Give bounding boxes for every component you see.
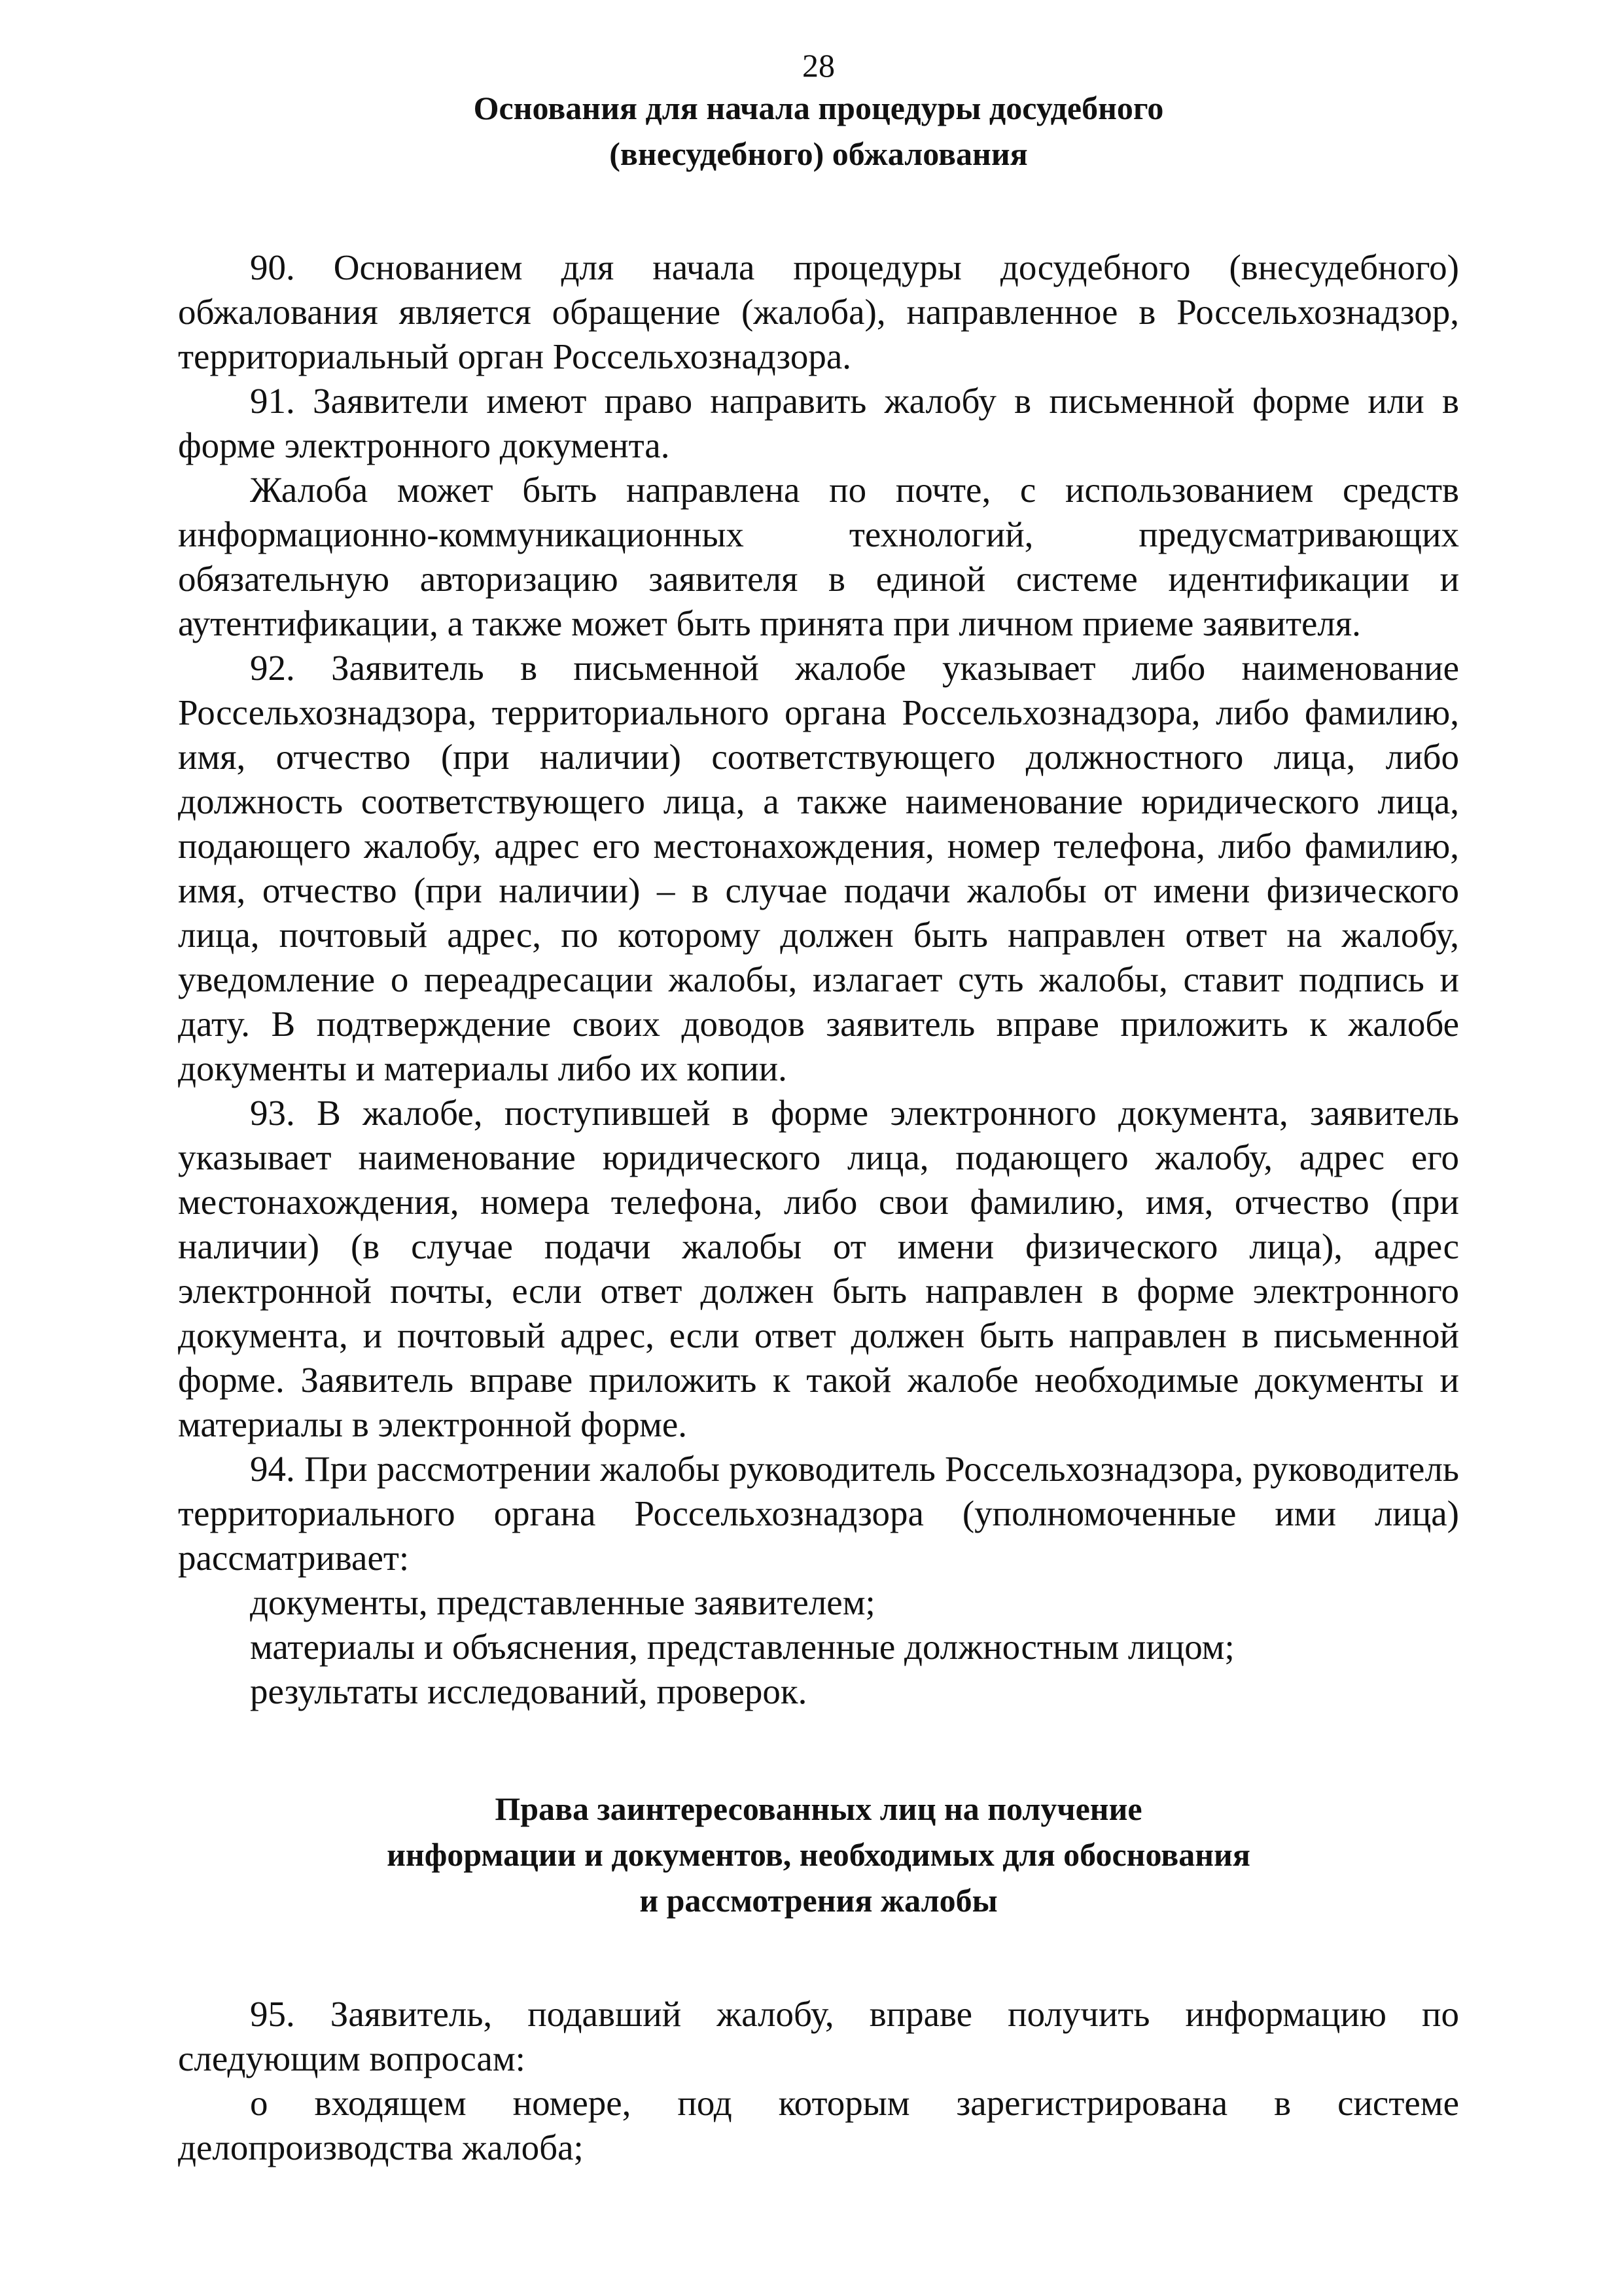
document-page (178, 46, 1459, 2170)
paragraph-93: 93. В жалобе, поступившей в форме электронного документа, заявитель указывает наименование юридического лица, подающего жалобу, адрес его местонахождения, номера телефона, либо свои фамилию, имя, отчество (при наличии) (в случае подачи жалобы от имени физического лица), адрес электронной почты, если ответ должен быть направлен в форме электронного документа, и почтовый адрес, если ответ должен быть направлен в письменной форме. Заявитель вправе приложить к такой жалобе необходимые документы и материалы в электронной форме. (178, 1093, 1459, 1444)
heading-line: (внесудебного) обжалования (609, 135, 1028, 172)
page-number: 28 (802, 47, 835, 84)
paragraph-90: 90. Основанием для начала процедуры досудебного (внесудебного) обжалования является обращение (жалоба), направленное в Россельхознадзор, территориальный орган Россельхознадзора. (178, 247, 1459, 376)
heading-line: и рассмотрения жалобы (639, 1882, 998, 1919)
paragraph-91: 91. Заявители имеют право направить жалобу в письменной форме или в форме электронного документа. (178, 381, 1459, 465)
heading-line: Основания для начала процедуры досудебного (473, 90, 1164, 126)
paragraph-95-item: о входящем номере, под которым зарегистрирована в системе делопроизводства жалоба; (178, 2083, 1459, 2167)
paragraph-94: 94. При рассмотрении жалобы руководитель Россельхознадзора, руководитель территориального органа Россельхознадзора (уполномоченные ими лица) рассматривает: (178, 1449, 1459, 1578)
list-item: результаты исследований, проверок. (250, 1671, 807, 1711)
list-item: материалы и объяснения, представленные должностным лицом; (250, 1627, 1235, 1667)
paragraph-91-continued: Жалоба может быть направлена по почте, с использованием средств информационно-коммуникационных технологий, предусматривающих обязательную авторизацию заявителя в единой системе идентификации и аутентификации, а также может быть принята при личном приеме заявителя. (178, 470, 1459, 643)
list-item: документы, представленные заявителем; (250, 1582, 875, 1622)
section-heading-rights-of-interested-parties (178, 1786, 1459, 1923)
paragraph-95: 95. Заявитель, подавший жалобу, вправе получить информацию по следующим вопросам: (178, 1994, 1459, 2078)
heading-line: информации и документов, необходимых для обоснования (387, 1836, 1250, 1873)
paragraph-92: 92. Заявитель в письменной жалобе указывает либо наименование Россельхознадзора, территориального органа Россельхознадзора, либо фамилию, имя, отчество (при наличии) соответствующего должностного лица, либо должность соответствующего лица, а также наименование юридического лица, подающего жалобу, адрес его местонахождения, номер телефона, либо фамилию, имя, отчество (при наличии) – в случае подачи жалобы от имени физического лица, почтовый адрес, по которому должен быть направлен ответ на жалобу, уведомление о переадресации жалобы, излагает суть жалобы, ставит подпись и дату. В подтверждение своих доводов заявитель вправе приложить к жалобе документы и материалы либо их копии. (178, 648, 1459, 1088)
section-heading-pretrial-appeal-grounds (178, 85, 1459, 177)
heading-line: Права заинтересованных лиц на получение (495, 1790, 1142, 1827)
